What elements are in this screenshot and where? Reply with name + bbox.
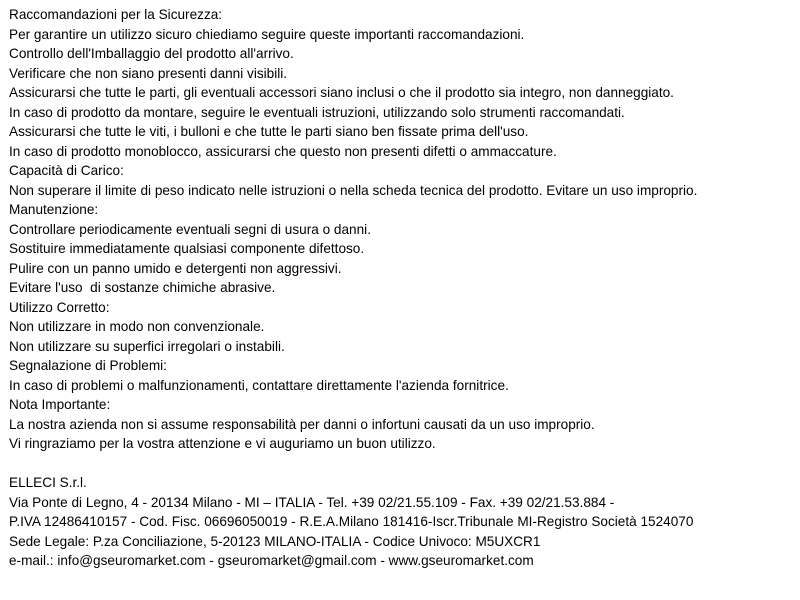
load-capacity-heading: Capacità di Carico: (9, 163, 124, 178)
note-heading: Nota Importante: (9, 397, 111, 412)
problems-text: In caso di problemi o malfunzionamenti, contattare direttamente l'azienda fornitrice. (9, 377, 509, 393)
safety-line: Assicurarsi che tutte le parti, gli eventuali accessori siano inclusi o che il prodotto sia integro, non danneggiato. (9, 85, 674, 100)
problems-heading: Segnalazione di Problemi: (9, 358, 167, 373)
company-name: ELLECI S.r.l. (9, 475, 87, 490)
maintenance-line: Evitare l'uso di sostanze chimiche abrasive. (9, 280, 276, 295)
maintenance-line: Controllare periodicamente eventuali segni di usura o danni. (9, 221, 371, 237)
correct-use-line: Non utilizzare in modo non convenzionale. (9, 319, 265, 334)
section-spacer (9, 454, 795, 474)
safety-line: In caso di prodotto monoblocco, assicurarsi che questo non presenti difetti o ammaccature. (9, 143, 557, 159)
safety-heading: Raccomandazioni per la Sicurezza: (9, 7, 223, 22)
packaging-check-heading: Controllo dell'Imballaggio del prodotto all'arrivo. (9, 46, 294, 61)
safety-intro: Per garantire un utilizzo sicuro chiediamo seguire queste importanti raccomandazioni. (9, 26, 525, 42)
maintenance-line: Sostituire immediatamente qualsiasi componente difettoso. (9, 241, 365, 256)
correct-use-line: Non utilizzare su superfici irregolari o instabili. (9, 338, 285, 354)
company-legal-seat: Sede Legale: P.za Conciliazione, 5-20123 MILANO-ITALIA - Codice Univoco: M5UXCR1 (9, 533, 541, 549)
safety-line: Assicurarsi che tutte le viti, i bulloni e che tutte le parti siano ben fissate prima dell'uso. (9, 124, 529, 139)
thanks-text: Vi ringraziamo per la vostra attenzione e vi auguriamo un buon utilizzo. (9, 436, 436, 451)
maintenance-line: Pulire con un panno umido e detergenti non aggressivi. (9, 260, 342, 276)
load-capacity-text: Non superare il limite di peso indicato nelle istruzioni o nella scheda tecnica del prodotto. Evitare un uso improprio. (9, 182, 698, 198)
safety-line: Verificare che non siano presenti danni visibili. (9, 65, 288, 81)
note-text: La nostra azienda non si assume responsabilità per danni o infortuni causati da un uso improprio. (9, 416, 595, 432)
company-contacts: e-mail.: info@gseuromarket.com - gseuromarket@gmail.com - www.gseuromarket.com (9, 553, 534, 568)
company-registry: P.IVA 12486410157 - Cod. Fisc. 06696050019 - R.E.A.Milano 181416-Iscr.Tribunale MI-Registro Società 1524070 (9, 514, 694, 529)
company-address: Via Ponte di Legno, 4 - 20134 Milano - MI – ITALIA - Tel. +39 02/21.55.109 - Fax. +39 02/21.53.884 - (9, 494, 615, 510)
correct-use-heading: Utilizzo Corretto: (9, 299, 110, 315)
maintenance-heading: Manutenzione: (9, 202, 99, 217)
safety-line: In caso di prodotto da montare, seguire le eventuali istruzioni, utilizzando solo strumenti raccomandati. (9, 104, 625, 120)
document-body (9, 5, 795, 571)
